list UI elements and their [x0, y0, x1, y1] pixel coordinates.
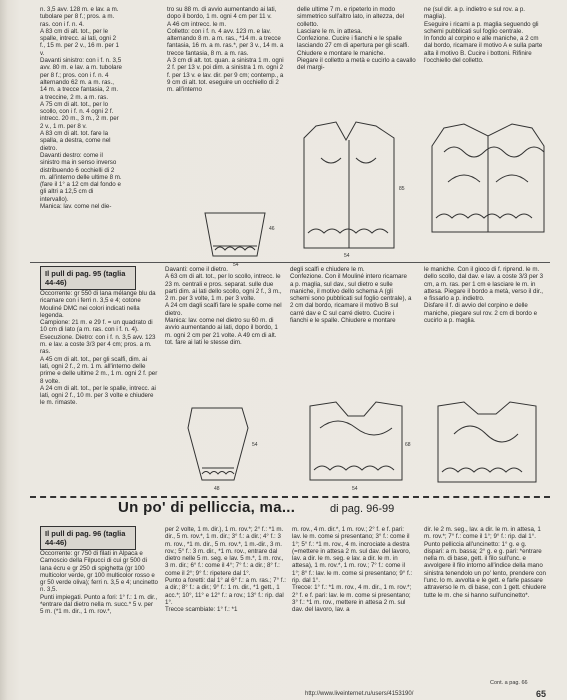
watermark-url: http://www.liveinternet.ru/users/4153190/ [305, 691, 414, 697]
jacket-height-label: 85 [399, 186, 405, 192]
mid-sleeve-width-label: 48 [214, 486, 220, 492]
pullover-96-heading: Il pull di pag. 96 (taglia 44-46) [40, 526, 136, 550]
continued-note: Cont. a pag. 66 [490, 680, 528, 686]
top-column-2: tro su 88 m. di avvio aumentando ai lati, dopo il bordo, 1 m. ogni 4 cm per 11 v. A 46 cm intrecc. le m. Colletto: con i f. n. 4 avv. 123 m. e lav. alternando 8 m. a m. ras., *14 m. a trecce fantasia, 16 m. a m. ras.*, per 3 v., 14 m. a trecce fantasia, 8 m. a m. ras. A 3 cm di alt. tot. quan. a sinistra 1 m. ogni 2 f. per 13 v. poi dim. a sinistra 1 m. ogni 2 f. per 13 v. e lav. dir. per 9 cm; contemp., a 9 cm di alt. tot. eseguire un occhiello di 2 m. all'interno [167, 6, 284, 94]
section-title: Un po' di pelliccia, ma... [118, 499, 296, 516]
middle-garment-illustration [424, 398, 550, 494]
top-column-1: n. 3,5 avv. 128 m. e lav. a m. tubolare per 8 f.; pros. a m. ras. con i f. n. 4. A 83 cm di alt. tot., per le spalle, intrecc. ai lati, ogni 2 f., 15 m. per 2 v., 16 m. per 1 v. Davanti sinistro: con i f. n. 3,5 avv. 80 m. e lav. a m. tubolare per 8 f.; pros. con i f. n. 4 alternando 62 m. a m. ras., 14 m. a trecce fantasia, 2 m. a treccine, 2 m. a m. ras. A 75 cm di alt. tot., per lo scollo, con i f. n. 4 ogni 2 f. intrecc. 20 m., 3 m., 2 m. per 2 v., 1 m. per 8 v. A 83 cm di alt. tot. fare la spalla, a destra, come nel dietro. Davanti destro: come il sinistro ma in senso inverso distribuendo 6 occhielli di 2 m. all'interno delle ultime 8 m. (fare il 1° a 12 cm dal fondo e gli altri a 12,5 cm di intervallo). Manica: lav. come nel die- [40, 6, 122, 211]
top-column-3: delle ultime 7 m. e ripeterlo in modo simmetrico sull'altro lato, in altezza, del colletto. Lasciare le m. in attesa. Confezione. Cucire i fianchi e le spalle lasciando 27 cm di apertura per gli scalfi. Chiudere e montare le maniche. Piegare il colletto a metà e cucirlo a cavallo del margi- [297, 6, 416, 72]
top-sleeve-schematic [195, 208, 285, 270]
section-divider-top [30, 262, 550, 263]
top-garment-illustration [424, 122, 554, 240]
bottom-column-4: dir. le 2 m. seg., lav. a dir. le m. in attesa, 1 m. rov.*; 7° f.: come il 1°; 9° f.: rip. dal 1°. Punto pelliccia all'uncinetto: 1° g. e g. dispari: a m. bassa; 2° g. e g. pari: *entrare nella m. di base, gett. il filo sull'unc. e avvolgere il filo intorno all'indice della mano sinistra tenendolo un po' lento, prendere con l'unc. lo m. avvolta e le gett. e farle passare attraverso le m. di base, con 1 gett. chiudere tutte le m. che si hanno sull'uncinetto*. [424, 526, 547, 599]
page-number: 65 [536, 689, 547, 699]
middle-column-1: Occorrente: gr 550 di lana mélange blu da ricamare con i ferri n. 3,5 e 4; cotone Mouliné DMC nei colori indicati nella legenda. Campione: 21 m. e 29 f. = un quadrato di 10 cm di lato (a m. ras. con i f. n. 4). Esecuzione. Dietro: con i f. n. 3,5 avv. 123 m. e lav. a coste 3/3 per 4 cm; pros. a m. ras. A 45 cm di alt. tot., per gli scalfi, dim. ai lati, ogni 2 f., 2 m. 1 m. all'interno delle prime e delle ultime 2 m., 1 m. ogni 2 f. per 8 volte. A 24 cm di alt. tot., per le spalle, intrecc. ai lati, ogni 2 f., 10 m. per 3 volte e chiudere le m. rimaste. [40, 290, 158, 407]
mid-body-width-label: 54 [352, 486, 358, 492]
sleeve-height-label: 46 [269, 226, 275, 232]
bottom-column-3: m. rov., 4 m. dir.*, 1 m. rov.; 2° f. e f. pari: lav. le m. come si presentano; 3° f.: come il 1°; 5° f.: *1 m. rov., 4 m. incrociate a destra (=mettere in attesa 2 m. sul dav. del lavoro, lav. a dir. le m. seg. e lav. a dir. le m. in attesa), 1 m. rov.*, 1 m. rov.; 7° f.: come il 1°; 8° f.: lav. le m. come si presentano; 9° f.: rip. dal 1°. Trecce: 1° f.: *1 m. rov., 4 m. dir., 1 m. rov.*; 2° f. e f. pari: lav. le m. come si presentano; 3° f.: *1 m. rov., mettere in attesa 2 m. sul dav. del lavoro, lav. a [292, 526, 413, 614]
middle-column-2: Davanti: come il dietro. A 63 cm di alt. tot., per lo scollo, intrecc. le 23 m. centrali e pros. separat. sulle due parti dim. ai lati dello scollo, ogni 2 f., 3 m., 2 m. per 3 volte, 1 m. per 3 volte. A 24 cm dagli scalfi fare le spalle come nel dietro. Manica: lav. come nel dietro su 60 m. di avvio aumentando ai lati, dopo il bordo, 1 m. ogni 2 cm per 21 volte. A 49 cm di alt. tot. fare ai lati le stesse dim. [165, 266, 282, 346]
top-column-4: ne (sul dir. a p. indietro e sul rov. a p. maglia). Eseguire i ricami a p. maglia seguendo gli schemi pubblicati sul foglio centrale. In fondo al corpino e alle maniche, a 2 cm dal bordo, ricamare il motivo A e sulla parte alta il motivo B. Cucire i bottoni. Rifinire l'occhiello del colletto. [424, 6, 543, 65]
bottom-column-2: per 2 volte, 1 m. dir.), 1 m. rov.*; 2° f.: *1 m. dir., 5 m. rov.*, 1 m. dir.; 3° f.: a dir.; 4° f.: 3 m. rov., *1 m. dir., 5 m. rov.*, 1 m.-dir., 3 m. rov.; 5° f.: 3 m. dir., *1 m. rov., entrare dal dietro nelle 5 m. seg. e lav. 5 m.*, 1 m. rov., 3 m. dir.; 6° f.: come il 4°; 7° f.: a dir.; 8° f.: come il 2°; 9° f.: ripetere dal 1°. Punto a foretti: dal 1° al 6° f.: a m. ras.; 7° f.: a dir.; 8° f.: a dir.; 9° f.: 1 m. dir., *1 gett., 1 acc.*; 10°, 11° e 12° f.: a rov.; 13° f.: rip. dal 1°. Trecce scambiate: 1° f.: *1 [165, 526, 286, 614]
pullover-95-heading: Il pull di pag. 95 (taglia 44-46) [40, 266, 136, 290]
mid-body-height-label: 68 [405, 442, 411, 448]
bottom-column-1: Occorrente: gr 750 di filati in Alpaca e Camoscio della Filpucci di cui gr 500 di lana écru e gr 250 di spighetta (gr 100 multicolor verde, gr 100 multicolor rosso e gr 50 verde oliva); ferri n. 3,5 e 4; uncinetto n. 3,5. Punti impiegati. Punto a fori: 1° f.: 1 m. dir., *entrare dal dietro nella m. succ.* 5 v. per 5 m. (*1 m. dir., 1 m. rov.*, [40, 550, 158, 616]
section-subtitle: di pag. 96-99 [330, 503, 395, 515]
top-jacket-schematic [296, 118, 416, 260]
mid-sleeve-height-label: 54 [252, 442, 258, 448]
middle-column-4: le maniche. Con il gioco di f. riprend. le m. dello scollo, dal dav. e lav. a coste 3/3 per 3 cm, a m. ras. per 1 cm e lasciare le m. in attesa. Piegare il bordo a metà, verso il dir., e fissarlo a p. indietro. Disfare il f. di avvio del corpino e delle maniche, piegare sul rov. 2 cm di bordo e cucirlo a p. maglia. [424, 266, 544, 325]
middle-column-3: degli scalfi e chiudere le m. Confezione. Con il Mouliné intero ricamare a p. maglia, sul dav., sul dietro e sulle maniche, il motivo dello schema A (gli schemi sono pubblicati sul foglio centrale), a 2 cm dal bordo, ricamare il motivo B sul carré dav e C sul carré dietro. Cucire i fianchi e le spalle. Chiudere e montare [290, 266, 412, 325]
middle-sleeve-schematic [178, 398, 268, 494]
sleeve-width-label: 54 [233, 262, 239, 268]
middle-pullover-schematic [296, 398, 416, 494]
jacket-width-label: 54 [344, 253, 350, 259]
